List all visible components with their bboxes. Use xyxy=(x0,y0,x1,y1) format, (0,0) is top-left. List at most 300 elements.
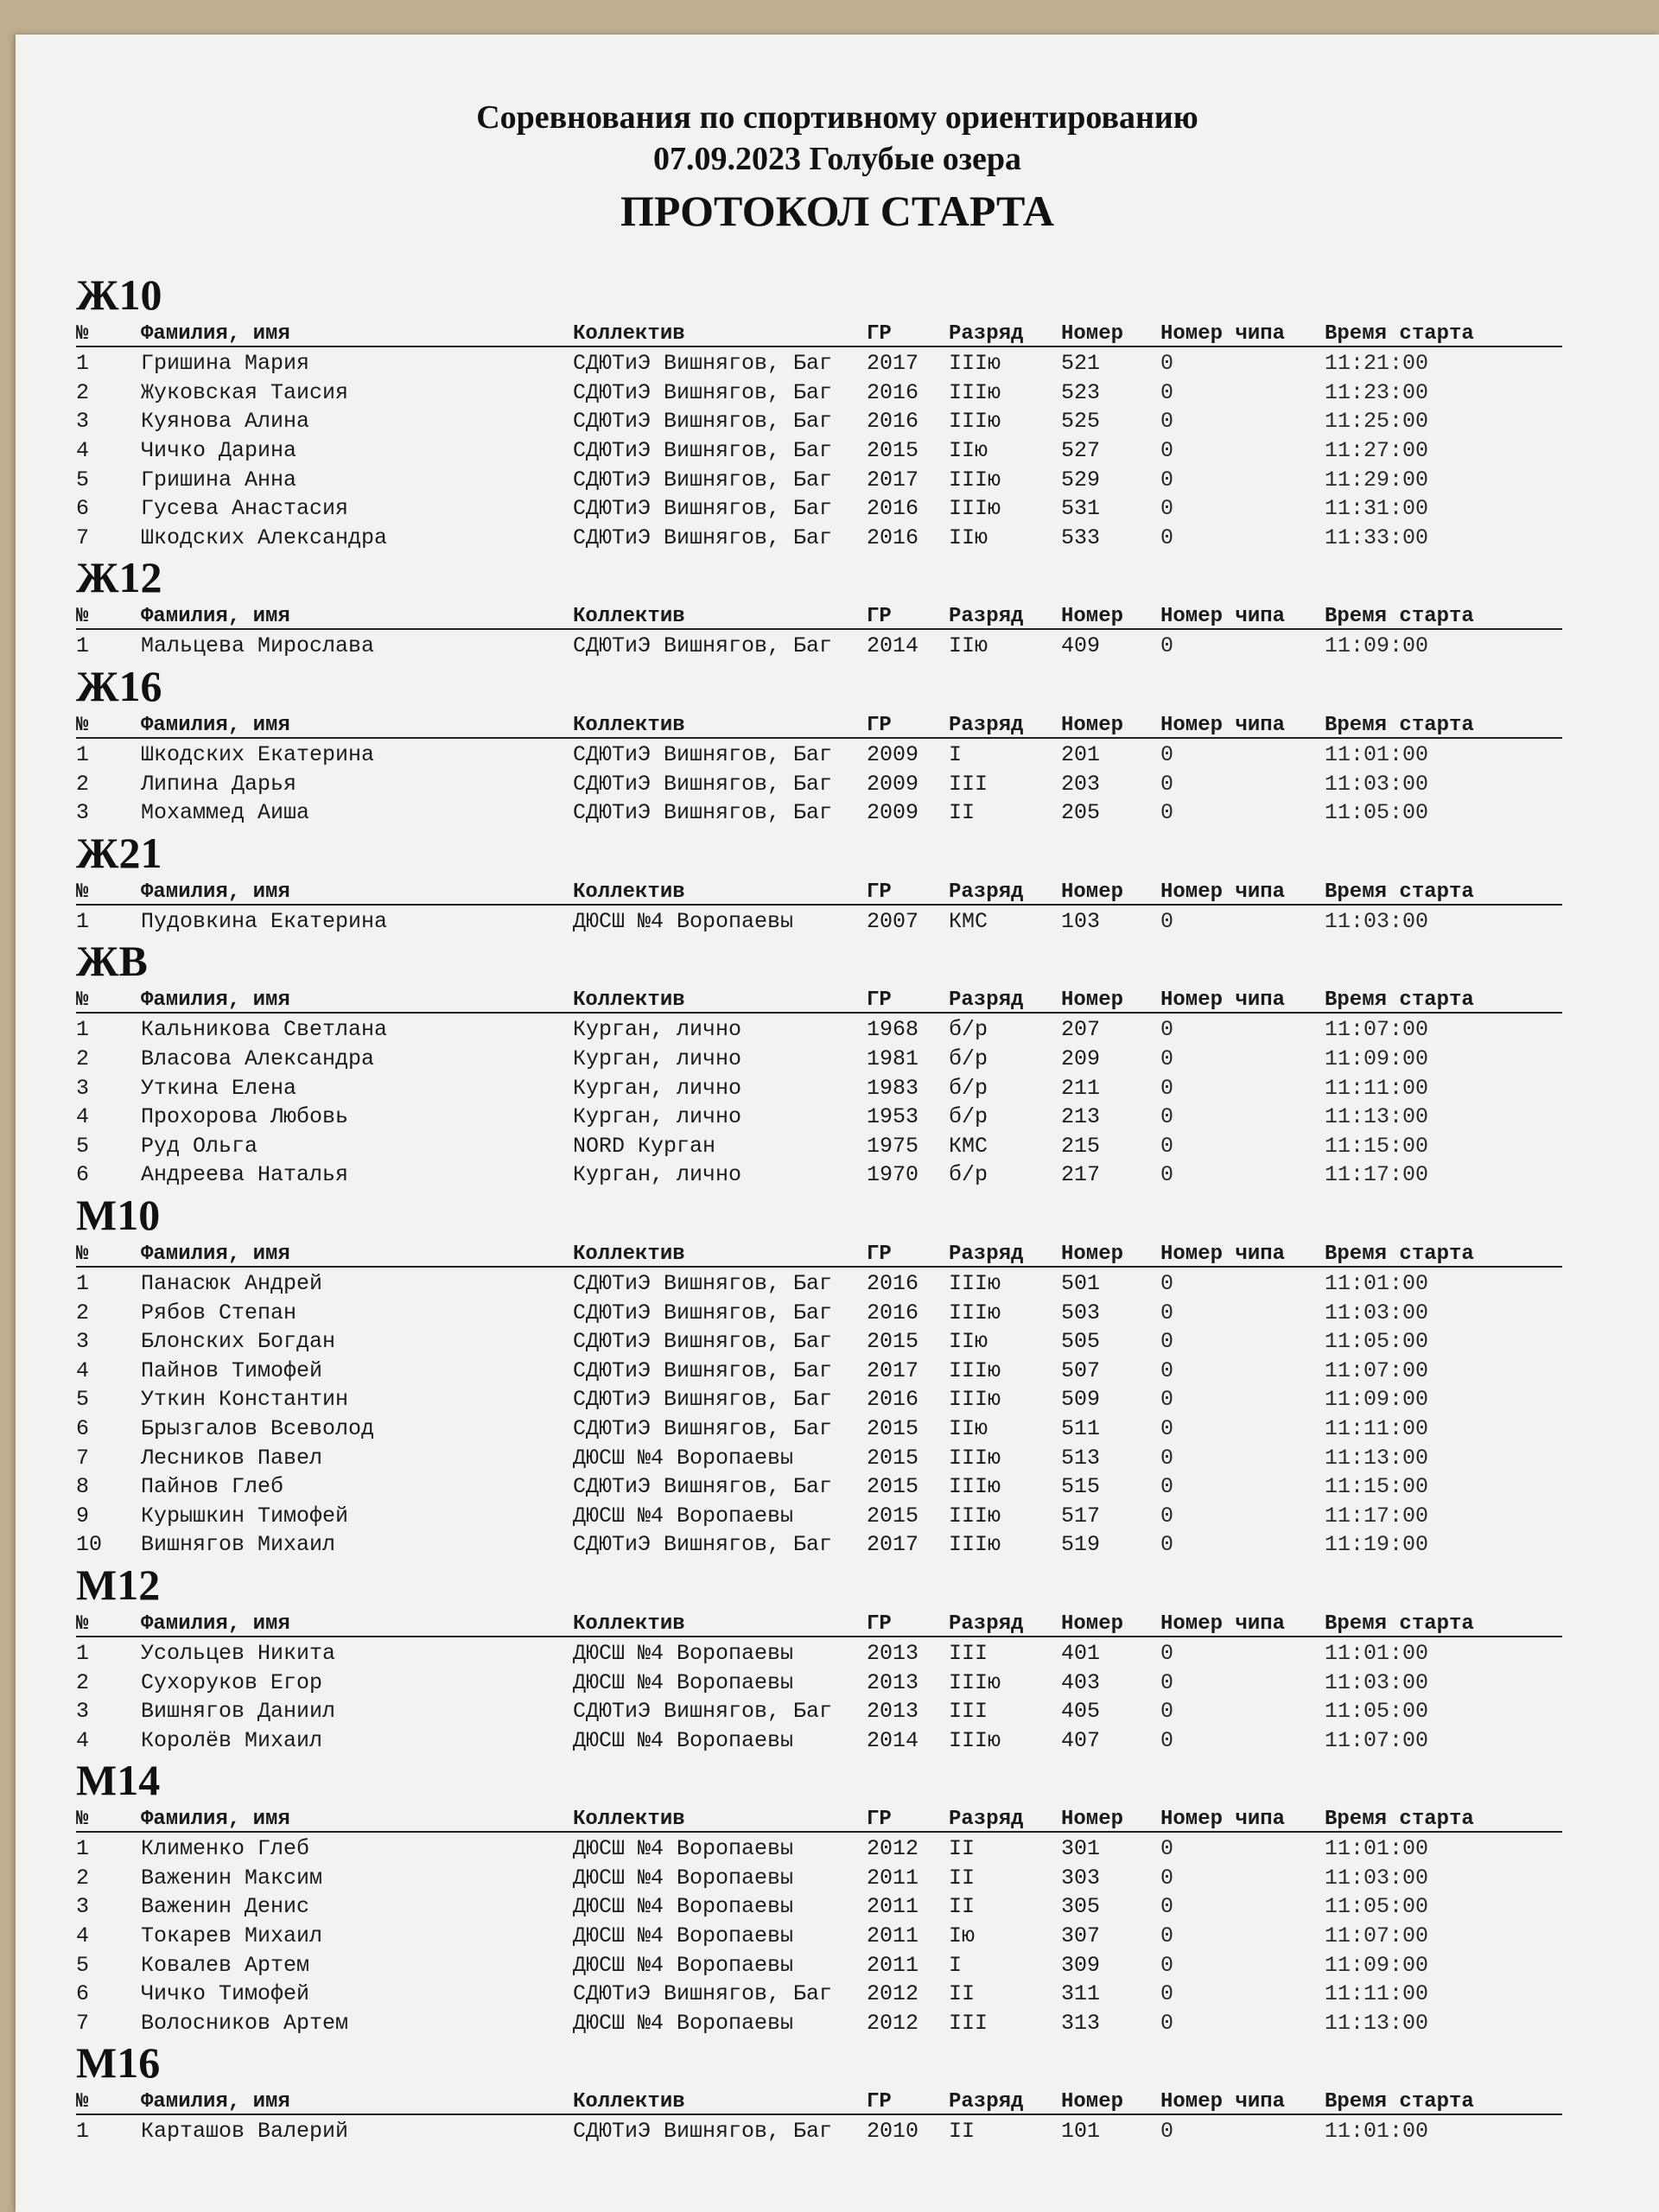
col-club-header: Коллектив xyxy=(573,1611,685,1636)
col-birth-year: 2010 xyxy=(867,2119,919,2145)
col-number-header: № xyxy=(76,988,89,1013)
table-row xyxy=(76,1726,1562,1755)
col-name-header: Фамилия, имя xyxy=(141,2090,290,2114)
col-chip: 0 xyxy=(1160,467,1174,493)
col-chip: 0 xyxy=(1160,1046,1174,1072)
col-birth-year: 2013 xyxy=(867,1699,919,1725)
col-birth-year-header: ГР xyxy=(867,880,892,904)
col-birth-year: 2016 xyxy=(867,1387,919,1413)
col-rank: IIIю xyxy=(949,1387,1001,1413)
col-chip: 0 xyxy=(1160,1445,1174,1471)
col-start-time-header: Время старта xyxy=(1325,988,1474,1013)
col-chip: 0 xyxy=(1160,351,1174,377)
col-club: ДЮСШ №4 Воропаевы xyxy=(573,1894,794,1920)
col-name: Мальцева Мирослава xyxy=(141,633,375,659)
col-rank: II xyxy=(949,1865,976,1891)
col-name: Брызгалов Всеволод xyxy=(141,1415,375,1441)
col-chip: 0 xyxy=(1160,1727,1174,1753)
col-birth-year: 2016 xyxy=(867,409,919,435)
col-chip-header: Номер чипа xyxy=(1160,988,1286,1013)
col-bib: 407 xyxy=(1061,1727,1101,1753)
col-birth-year-header: ГР xyxy=(867,713,892,737)
col-rank: IIIю xyxy=(949,496,1001,522)
col-rank: I xyxy=(949,742,963,768)
col-number: 6 xyxy=(76,1981,90,2007)
col-number: 6 xyxy=(76,1415,90,1441)
group-section xyxy=(76,1755,1562,2037)
col-chip: 0 xyxy=(1160,1300,1174,1325)
table-row xyxy=(76,1922,1562,1951)
col-name: Гусева Анастасия xyxy=(141,496,349,522)
col-rank: Iю xyxy=(949,1923,976,1949)
table-row xyxy=(76,1639,1562,1669)
col-start-time: 11:01:00 xyxy=(1325,2119,1429,2145)
col-start-time: 11:05:00 xyxy=(1325,1329,1429,1355)
table-row xyxy=(76,1697,1562,1726)
col-start-time: 11:21:00 xyxy=(1325,351,1429,377)
col-number: 3 xyxy=(76,1075,90,1101)
col-number: 1 xyxy=(76,633,90,659)
table-row xyxy=(76,1501,1562,1530)
col-club-header: Коллектив xyxy=(573,1242,685,1266)
col-name: Королёв Михаил xyxy=(141,1727,323,1753)
col-chip: 0 xyxy=(1160,1104,1174,1130)
col-club: СДЮТиЭ Вишнягов, Баг xyxy=(573,1300,833,1325)
col-name: Токарев Михаил xyxy=(141,1923,323,1949)
col-number: 3 xyxy=(76,1894,90,1920)
col-rank-header: Разряд xyxy=(949,1242,1024,1266)
col-birth-year: 2011 xyxy=(867,1865,919,1891)
col-bib: 309 xyxy=(1061,1952,1101,1978)
col-birth-year: 2016 xyxy=(867,496,919,522)
col-rank: КМС xyxy=(949,1133,988,1159)
col-birth-year: 1983 xyxy=(867,1075,919,1101)
group-title: М16 xyxy=(76,2038,161,2088)
col-bib: 519 xyxy=(1061,1532,1101,1558)
col-birth-year: 1970 xyxy=(867,1162,919,1188)
col-rank-header: Разряд xyxy=(949,988,1024,1013)
col-club: СДЮТиЭ Вишнягов, Баг xyxy=(573,1699,833,1725)
col-name: Усольцев Никита xyxy=(141,1640,336,1666)
col-name: Жуковская Таисия xyxy=(141,379,349,405)
table-row xyxy=(76,1298,1562,1327)
col-rank: б/р xyxy=(949,1017,988,1043)
col-start-time: 11:03:00 xyxy=(1325,771,1429,797)
col-bib: 517 xyxy=(1061,1503,1101,1529)
group-section xyxy=(76,552,1562,661)
col-start-time: 11:09:00 xyxy=(1325,1952,1429,1978)
col-name: Гришина Мария xyxy=(141,351,310,377)
col-rank: IIю xyxy=(949,438,988,464)
col-chip: 0 xyxy=(1160,1133,1174,1159)
col-name-header: Фамилия, имя xyxy=(141,988,290,1013)
col-bib: 307 xyxy=(1061,1923,1101,1949)
col-chip-header: Номер чипа xyxy=(1160,322,1286,346)
col-club: ДЮСШ №4 Воропаевы xyxy=(573,908,794,934)
col-start-time: 11:01:00 xyxy=(1325,1270,1429,1296)
col-rank: IIIю xyxy=(949,1669,1001,1695)
col-bib-header: Номер xyxy=(1061,880,1124,904)
col-number: 1 xyxy=(76,1836,90,1862)
col-number: 7 xyxy=(76,2010,90,2036)
table-row xyxy=(76,407,1562,436)
col-chip: 0 xyxy=(1160,1981,1174,2007)
col-birth-year: 1968 xyxy=(867,1017,919,1043)
col-rank: IIIю xyxy=(949,351,1001,377)
table-header xyxy=(76,320,1562,347)
col-number: 6 xyxy=(76,1162,90,1188)
group-section xyxy=(76,661,1562,828)
col-rank: б/р xyxy=(949,1075,988,1101)
col-rank: II xyxy=(949,1894,976,1920)
col-number: 5 xyxy=(76,1133,90,1159)
col-name: Шкодских Екатерина xyxy=(141,742,375,768)
col-chip: 0 xyxy=(1160,2010,1174,2036)
col-start-time: 11:17:00 xyxy=(1325,1503,1429,1529)
col-name: Карташов Валерий xyxy=(141,2119,349,2145)
col-start-time-header: Время старта xyxy=(1325,880,1474,904)
col-birth-year-header: ГР xyxy=(867,1808,892,1831)
col-number: 7 xyxy=(76,524,90,550)
group-title: М10 xyxy=(76,1190,161,1239)
table-row xyxy=(76,1327,1562,1357)
col-birth-year-header: ГР xyxy=(867,2090,892,2114)
col-birth-year: 2014 xyxy=(867,1727,919,1753)
col-start-time: 11:09:00 xyxy=(1325,633,1429,659)
col-name-header: Фамилия, имя xyxy=(141,880,290,904)
col-rank: IIю xyxy=(949,1415,988,1441)
col-name: Чичко Дарина xyxy=(141,438,297,464)
col-bib-header: Номер xyxy=(1061,713,1124,737)
col-number: 8 xyxy=(76,1474,90,1500)
col-rank: б/р xyxy=(949,1104,988,1130)
col-name-header: Фамилия, имя xyxy=(141,1808,290,1831)
col-chip: 0 xyxy=(1160,1415,1174,1441)
col-chip: 0 xyxy=(1160,633,1174,659)
col-rank-header: Разряд xyxy=(949,605,1024,629)
table-row xyxy=(76,436,1562,466)
col-start-time: 11:07:00 xyxy=(1325,1923,1429,1949)
col-birth-year: 2007 xyxy=(867,908,919,934)
col-number: 2 xyxy=(76,771,90,797)
col-number-header: № xyxy=(76,713,89,737)
col-birth-year: 2015 xyxy=(867,1329,919,1355)
col-start-time: 11:07:00 xyxy=(1325,1357,1429,1383)
col-name: Клименко Глеб xyxy=(141,1836,310,1862)
col-club: ДЮСШ №4 Воропаевы xyxy=(573,1923,794,1949)
col-bib: 511 xyxy=(1061,1415,1101,1441)
col-chip-header: Номер чипа xyxy=(1160,880,1286,904)
col-chip: 0 xyxy=(1160,800,1174,826)
table-row xyxy=(76,1950,1562,1980)
col-bib: 523 xyxy=(1061,379,1101,405)
col-number: 3 xyxy=(76,800,90,826)
col-chip: 0 xyxy=(1160,1532,1174,1558)
col-chip: 0 xyxy=(1160,1865,1174,1891)
table-row xyxy=(76,1414,1562,1444)
col-name: Власова Александра xyxy=(141,1046,375,1072)
col-start-time: 11:29:00 xyxy=(1325,467,1429,493)
col-bib: 103 xyxy=(1061,908,1101,934)
col-bib: 201 xyxy=(1061,742,1101,768)
table-row xyxy=(76,798,1562,828)
col-start-time: 11:23:00 xyxy=(1325,379,1429,405)
col-birth-year: 2012 xyxy=(867,1836,919,1862)
col-chip: 0 xyxy=(1160,1387,1174,1413)
table-row xyxy=(76,1103,1562,1132)
col-chip: 0 xyxy=(1160,1329,1174,1355)
group-section xyxy=(76,270,1562,552)
col-bib: 205 xyxy=(1061,800,1101,826)
col-club: ДЮСШ №4 Воропаевы xyxy=(573,1865,794,1891)
col-club: СДЮТиЭ Вишнягов, Баг xyxy=(573,409,833,435)
competition-title: Соревнования по спортивному ориентированию xyxy=(476,99,1198,136)
col-club: СДЮТиЭ Вишнягов, Баг xyxy=(573,800,833,826)
col-name: Вишнягов Михаил xyxy=(141,1532,336,1558)
col-start-time: 11:05:00 xyxy=(1325,1894,1429,1920)
col-number: 1 xyxy=(76,2119,90,2145)
col-chip: 0 xyxy=(1160,1075,1174,1101)
table-row xyxy=(76,1073,1562,1103)
col-number-header: № xyxy=(76,2090,89,2114)
col-start-time-header: Время старта xyxy=(1325,713,1474,737)
col-club: СДЮТиЭ Вишнягов, Баг xyxy=(573,1981,833,2007)
col-bib: 209 xyxy=(1061,1046,1101,1072)
col-bib: 203 xyxy=(1061,771,1101,797)
col-rank-header: Разряд xyxy=(949,1808,1024,1831)
col-start-time: 11:11:00 xyxy=(1325,1415,1429,1441)
col-number-header: № xyxy=(76,322,89,346)
col-bib-header: Номер xyxy=(1061,2090,1124,2114)
col-birth-year: 2013 xyxy=(867,1669,919,1695)
table-row xyxy=(76,1530,1562,1560)
table-row xyxy=(76,632,1562,661)
col-club-header: Коллектив xyxy=(573,2090,685,2114)
col-number: 4 xyxy=(76,1727,90,1753)
group-section xyxy=(76,1190,1562,1560)
table-header xyxy=(76,602,1562,630)
col-bib: 529 xyxy=(1061,467,1101,493)
col-club: СДЮТиЭ Вишнягов, Баг xyxy=(573,2119,833,2145)
col-chip-header: Номер чипа xyxy=(1160,2090,1286,2114)
col-birth-year: 1975 xyxy=(867,1133,919,1159)
col-bib: 521 xyxy=(1061,351,1101,377)
col-birth-year: 2015 xyxy=(867,1474,919,1500)
col-bib-header: Номер xyxy=(1061,1242,1124,1266)
col-start-time: 11:15:00 xyxy=(1325,1133,1429,1159)
table-row xyxy=(76,1269,1562,1299)
col-number: 4 xyxy=(76,438,90,464)
col-birth-year: 2015 xyxy=(867,1415,919,1441)
table-row xyxy=(76,907,1562,937)
col-bib: 313 xyxy=(1061,2010,1101,2036)
col-chip-header: Номер чипа xyxy=(1160,1808,1286,1831)
start-protocol-body xyxy=(76,270,1562,2146)
col-name: Пайнов Тимофей xyxy=(141,1357,323,1383)
col-start-time: 11:19:00 xyxy=(1325,1532,1429,1558)
col-start-time: 11:33:00 xyxy=(1325,524,1429,550)
col-club: Курган, лично xyxy=(573,1104,742,1130)
col-birth-year-header: ГР xyxy=(867,1242,892,1266)
col-chip: 0 xyxy=(1160,1699,1174,1725)
col-club: Курган, лично xyxy=(573,1162,742,1188)
col-start-time-header: Время старта xyxy=(1325,1242,1474,1266)
col-bib: 215 xyxy=(1061,1133,1101,1159)
col-chip-header: Номер чипа xyxy=(1160,1611,1286,1636)
col-name: Важенин Максим xyxy=(141,1865,323,1891)
col-start-time: 11:01:00 xyxy=(1325,1640,1429,1666)
protocol-title: ПРОТОКОЛ СТАРТА xyxy=(620,187,1054,235)
col-birth-year: 2015 xyxy=(867,1503,919,1529)
col-number: 1 xyxy=(76,1017,90,1043)
col-bib: 507 xyxy=(1061,1357,1101,1383)
col-number: 4 xyxy=(76,1357,90,1383)
col-name: Сухоруков Егор xyxy=(141,1669,323,1695)
col-number: 2 xyxy=(76,1669,90,1695)
col-chip: 0 xyxy=(1160,1640,1174,1666)
col-rank: б/р xyxy=(949,1162,988,1188)
group-section xyxy=(76,2037,1562,2146)
col-birth-year: 2014 xyxy=(867,633,919,659)
col-birth-year: 2011 xyxy=(867,1952,919,1978)
col-start-time: 11:25:00 xyxy=(1325,409,1429,435)
col-number: 1 xyxy=(76,351,90,377)
col-bib: 503 xyxy=(1061,1300,1101,1325)
col-bib: 207 xyxy=(1061,1017,1101,1043)
col-rank-header: Разряд xyxy=(949,1611,1024,1636)
table-row xyxy=(76,769,1562,798)
col-club: СДЮТиЭ Вишнягов, Баг xyxy=(573,742,833,768)
col-start-time: 11:03:00 xyxy=(1325,908,1429,934)
table-row xyxy=(76,1160,1562,1190)
col-number: 4 xyxy=(76,1104,90,1130)
col-name-header: Фамилия, имя xyxy=(141,1242,290,1266)
col-name-header: Фамилия, имя xyxy=(141,322,290,346)
col-number-header: № xyxy=(76,880,89,904)
col-number-header: № xyxy=(76,1242,89,1266)
col-bib: 531 xyxy=(1061,496,1101,522)
col-number: 1 xyxy=(76,1640,90,1666)
col-start-time: 11:15:00 xyxy=(1325,1474,1429,1500)
col-club: СДЮТиЭ Вишнягов, Баг xyxy=(573,1329,833,1355)
col-club-header: Коллектив xyxy=(573,322,685,346)
col-birth-year: 1981 xyxy=(867,1046,919,1072)
col-club: СДЮТиЭ Вишнягов, Баг xyxy=(573,1532,833,1558)
col-chip: 0 xyxy=(1160,1474,1174,1500)
group-title: ЖВ xyxy=(76,937,148,986)
col-club-header: Коллектив xyxy=(573,988,685,1013)
col-name: Уткин Константин xyxy=(141,1387,349,1413)
col-club-header: Коллектив xyxy=(573,605,685,629)
col-rank: IIю xyxy=(949,524,988,550)
col-start-time: 11:01:00 xyxy=(1325,1836,1429,1862)
col-rank-header: Разряд xyxy=(949,2090,1024,2114)
col-club-header: Коллектив xyxy=(573,713,685,737)
table-row xyxy=(76,1385,1562,1414)
col-name: Уткина Елена xyxy=(141,1075,297,1101)
col-chip: 0 xyxy=(1160,1669,1174,1695)
col-number: 5 xyxy=(76,1952,90,1978)
col-name: Пайнов Глеб xyxy=(141,1474,284,1500)
col-birth-year: 2017 xyxy=(867,1532,919,1558)
col-rank: II xyxy=(949,2119,976,2145)
col-birth-year: 2013 xyxy=(867,1640,919,1666)
col-rank: III xyxy=(949,771,988,797)
col-club: СДЮТиЭ Вишнягов, Баг xyxy=(573,496,833,522)
col-name: Куянова Алина xyxy=(141,409,310,435)
col-birth-year: 2011 xyxy=(867,1894,919,1920)
col-number: 5 xyxy=(76,467,90,493)
col-bib: 513 xyxy=(1061,1445,1101,1471)
col-chip: 0 xyxy=(1160,2119,1174,2145)
table-row xyxy=(76,1443,1562,1472)
col-club: Курган, лично xyxy=(573,1046,742,1072)
col-rank: II xyxy=(949,800,976,826)
col-start-time: 11:11:00 xyxy=(1325,1075,1429,1101)
col-birth-year-header: ГР xyxy=(867,988,892,1013)
col-club-header: Коллектив xyxy=(573,1808,685,1831)
col-club: СДЮТиЭ Вишнягов, Баг xyxy=(573,633,833,659)
col-birth-year-header: ГР xyxy=(867,605,892,629)
col-birth-year: 1953 xyxy=(867,1104,919,1130)
competition-date-place: 07.09.2023 Голубые озера xyxy=(653,141,1021,177)
group-title: М12 xyxy=(76,1560,161,1609)
col-chip: 0 xyxy=(1160,1952,1174,1978)
col-club: СДЮТиЭ Вишнягов, Баг xyxy=(573,1474,833,1500)
col-club: СДЮТиЭ Вишнягов, Баг xyxy=(573,1357,833,1383)
col-club: СДЮТиЭ Вишнягов, Баг xyxy=(573,1270,833,1296)
col-name: Панасюк Андрей xyxy=(141,1270,323,1296)
table-row xyxy=(76,2117,1562,2146)
col-club: СДЮТиЭ Вишнягов, Баг xyxy=(573,771,833,797)
col-start-time-header: Время старта xyxy=(1325,2090,1474,2114)
col-start-time: 11:01:00 xyxy=(1325,742,1429,768)
col-name: Ковалев Артем xyxy=(141,1952,310,1978)
group-title: М14 xyxy=(76,1756,161,1804)
col-name: Важенин Денис xyxy=(141,1894,310,1920)
col-rank: IIIю xyxy=(949,1357,1001,1383)
col-bib: 409 xyxy=(1061,633,1101,659)
col-chip: 0 xyxy=(1160,1270,1174,1296)
table-row xyxy=(76,1892,1562,1922)
col-number: 9 xyxy=(76,1503,90,1529)
col-start-time: 11:07:00 xyxy=(1325,1017,1429,1043)
col-number: 7 xyxy=(76,1445,90,1471)
col-birth-year: 2011 xyxy=(867,1923,919,1949)
col-name: Гришина Анна xyxy=(141,467,297,493)
col-birth-year: 2016 xyxy=(867,524,919,550)
table-row xyxy=(76,1045,1562,1074)
col-start-time: 11:03:00 xyxy=(1325,1300,1429,1325)
col-start-time: 11:11:00 xyxy=(1325,1981,1429,2007)
group-section xyxy=(76,828,1562,937)
col-rank: III xyxy=(949,1640,988,1666)
table-row xyxy=(76,1980,1562,2009)
col-rank-header: Разряд xyxy=(949,322,1024,346)
col-rank: IIIю xyxy=(949,1532,1001,1558)
col-start-time: 11:03:00 xyxy=(1325,1865,1429,1891)
col-name: Пудовкина Екатерина xyxy=(141,908,388,934)
col-bib: 211 xyxy=(1061,1075,1101,1101)
col-club: ДЮСШ №4 Воропаевы xyxy=(573,2010,794,2036)
col-name-header: Фамилия, имя xyxy=(141,713,290,737)
col-rank: IIIю xyxy=(949,409,1001,435)
col-chip-header: Номер чипа xyxy=(1160,713,1286,737)
col-rank: I xyxy=(949,1952,963,1978)
col-club: NORD Курган xyxy=(573,1133,716,1159)
col-club: Курган, лично xyxy=(573,1075,742,1101)
table-header xyxy=(76,1240,1562,1268)
